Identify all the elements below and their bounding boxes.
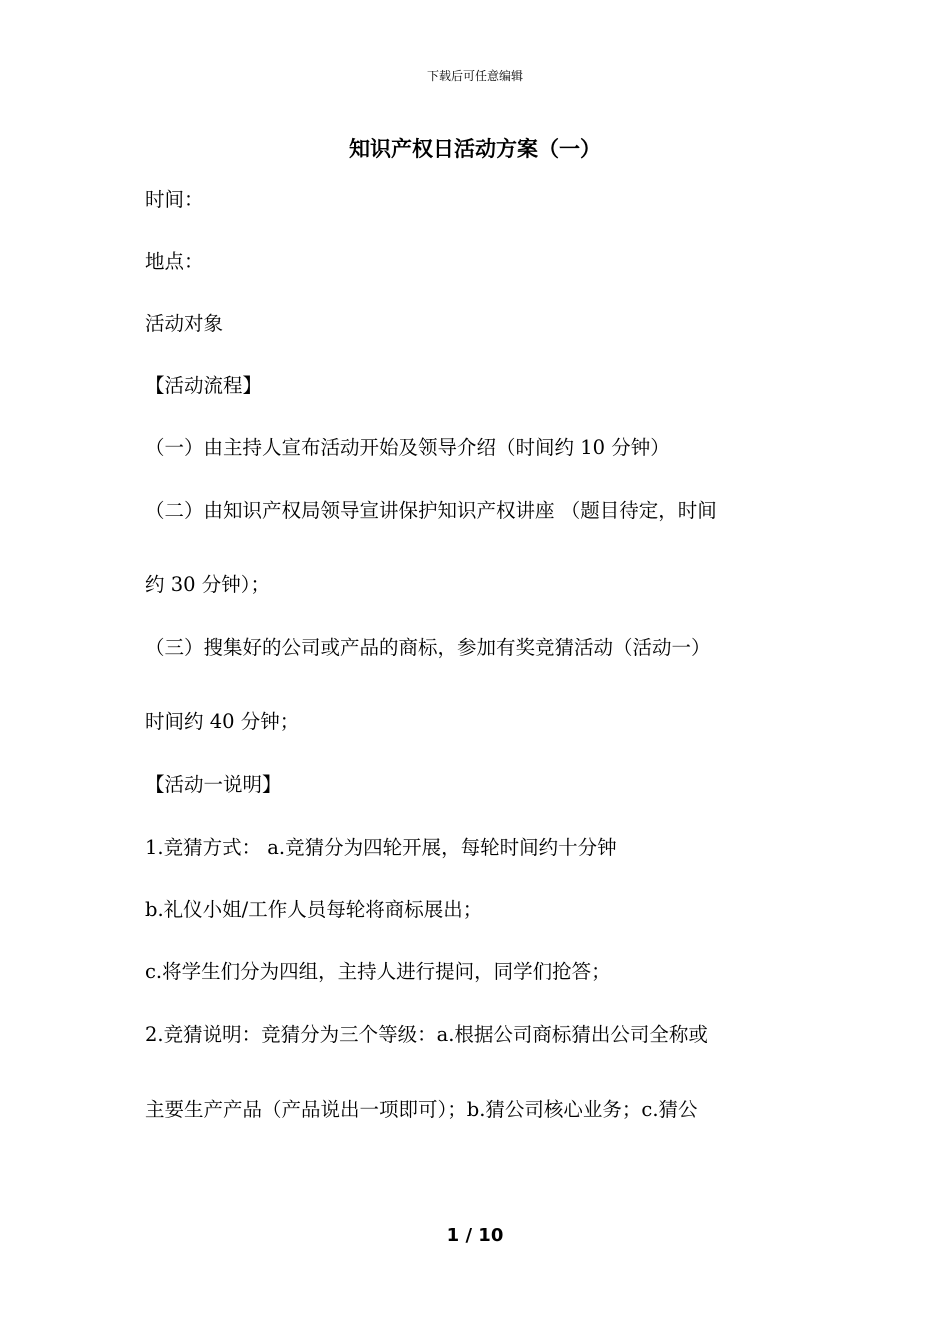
- body-line-step-1: （一）由主持人宣布活动开始及领导介绍（时间约 10 分钟）: [145, 436, 670, 459]
- body-line-rule-1c: c.将学生们分为四组，主持人进行提问，同学们抢答；: [145, 960, 611, 983]
- section-heading-activity-1: 【活动一说明】: [145, 773, 282, 796]
- body-line-step-3: （三）搜集好的公司或产品的商标，参加有奖竞猜活动（活动一）: [145, 636, 711, 659]
- body-line-rule-1b: b.礼仪小姐/工作人员每轮将商标展出；: [145, 898, 483, 921]
- body-line-rule-2: 2.竞猜说明：竞猜分为三个等级：a.根据公司商标猜出公司全称或: [145, 1023, 708, 1046]
- body-line-step-2-cont: 约 30 分钟）；: [145, 573, 270, 596]
- body-line-rule-2-cont: 主要生产产品（产品说出一项即可）；b.猜公司核心业务；c.猜公: [145, 1098, 698, 1121]
- page-header-note: 下载后可任意编辑: [426, 69, 523, 83]
- document-title: 知识产权日活动方案（一）: [349, 137, 601, 161]
- body-line-step-3-cont: 时间约 40 分钟；: [145, 710, 300, 733]
- page-number: 1 / 10: [446, 1225, 504, 1246]
- body-line-rule-1: 1.竞猜方式： a.竞猜分为四轮开展，每轮时间约十分钟: [145, 836, 617, 859]
- body-line-location: 地点：: [145, 250, 204, 273]
- body-line-time: 时间：: [145, 188, 204, 211]
- body-line-step-2: （二）由知识产权局领导宣讲保护知识产权讲座 （题目待定，时间: [145, 499, 717, 522]
- section-heading-process: 【活动流程】: [145, 374, 263, 397]
- body-line-audience: 活动对象: [145, 312, 224, 335]
